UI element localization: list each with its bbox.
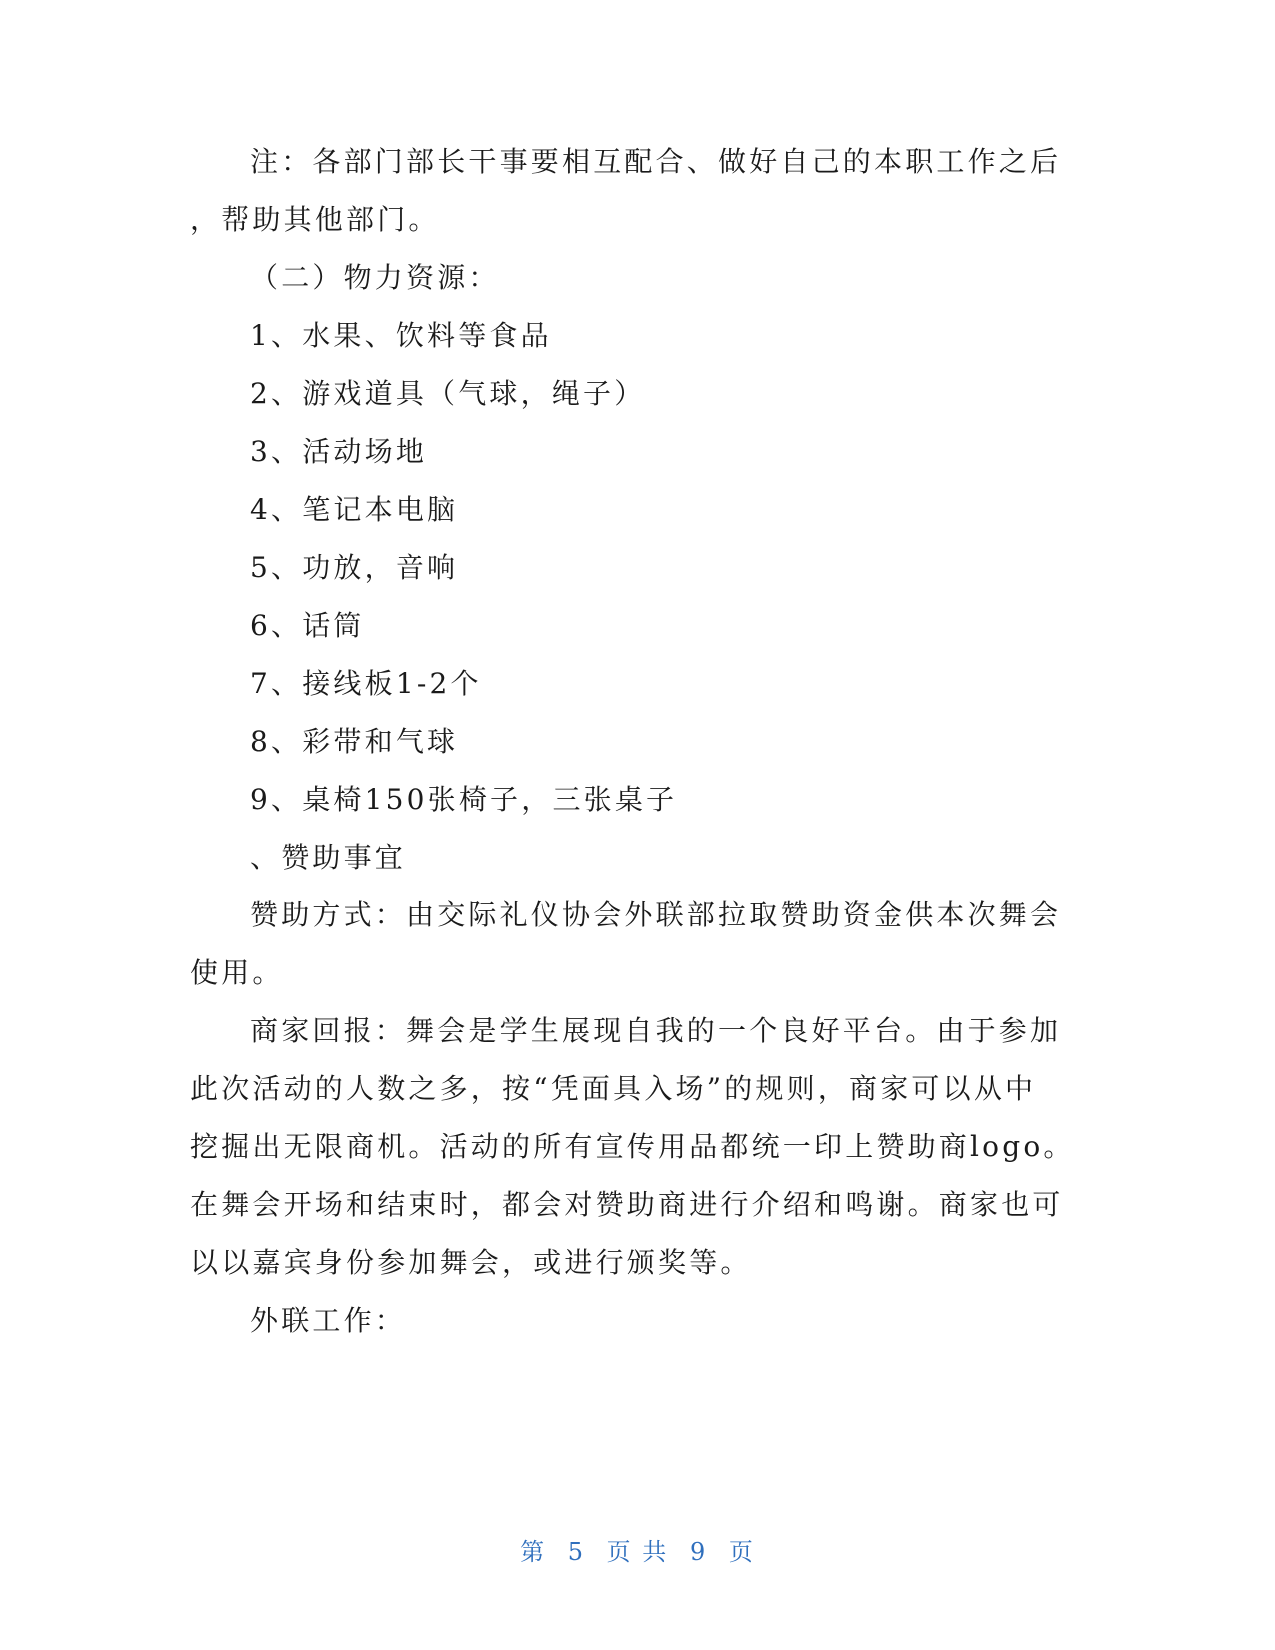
list-item: 8、彩带和气球 [250, 725, 459, 758]
merchant-return-line-2: 此次活动的人数之多，按“凭面具入场”的规则，商家可以从中 [190, 1072, 1037, 1105]
section-heading-sponsorship: 、赞助事宜 [250, 841, 407, 874]
list-item: 1、水果、饮料等食品 [250, 319, 552, 352]
list-item: 9、桌椅150张椅子，三张桌子 [250, 783, 678, 816]
section-heading-material-resources: （二）物力资源： [250, 261, 500, 294]
list-item: 6、话筒 [250, 609, 365, 642]
sponsor-method-line-2: 使用。 [190, 956, 284, 989]
merchant-return-line-1: 商家回报：舞会是学生展现自我的一个良好平台。由于参加 [250, 1014, 1062, 1047]
list-item: 2、游戏道具（气球，绳子） [250, 377, 646, 410]
footer-page-mid: 页 共 [606, 1538, 669, 1566]
merchant-return-line-3: 挖掘出无限商机。活动的所有宣传用品都统一印上赞助商logo。 [190, 1130, 1075, 1163]
list-item: 4、笔记本电脑 [250, 493, 459, 526]
note-line-2: ，帮助其他部门。 [190, 203, 440, 236]
footer-page-suffix: 页 [728, 1538, 755, 1566]
footer-total-pages: 9 [689, 1538, 708, 1566]
sponsor-method-line-1: 赞助方式：由交际礼仪协会外联部拉取赞助资金供本次舞会 [250, 898, 1062, 931]
page-footer [0, 1536, 1275, 1568]
merchant-return-line-4: 在舞会开场和结束时，都会对赞助商进行介绍和鸣谢。商家也可 [190, 1188, 1064, 1221]
outreach-work-heading: 外联工作： [250, 1304, 407, 1337]
footer-current-page: 5 [567, 1538, 586, 1566]
merchant-return-line-5: 以以嘉宾身份参加舞会，或进行颁奖等。 [190, 1246, 752, 1279]
note-line-1: 注：各部门部长干事要相互配合、做好自己的本职工作之后 [250, 145, 1062, 178]
list-item: 3、活动场地 [250, 435, 428, 468]
footer-page-prefix: 第 [520, 1538, 547, 1566]
list-item: 5、功放，音响 [250, 551, 459, 584]
list-item: 7、接线板1-2个 [250, 667, 482, 700]
